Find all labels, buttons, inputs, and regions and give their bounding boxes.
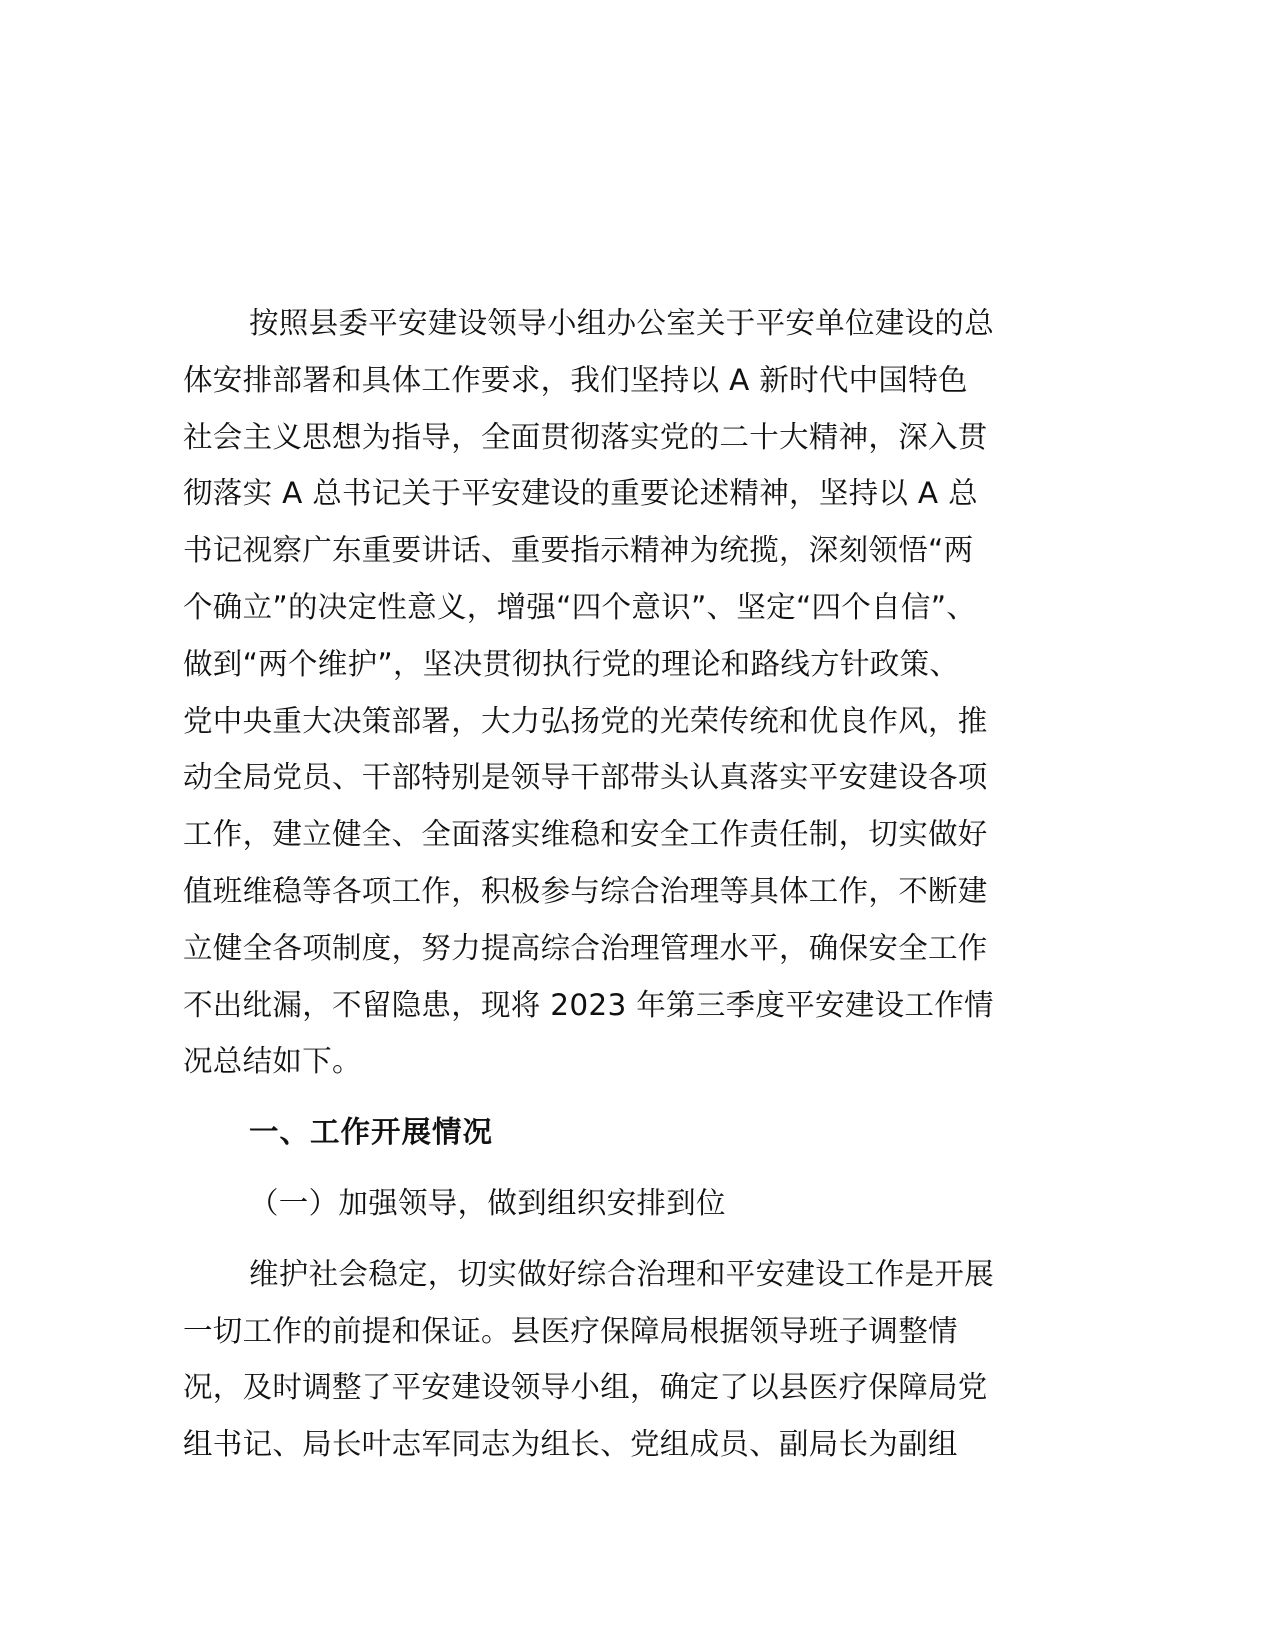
paragraph-line: 组书记、局长叶志军同志为组长、党组成员、副局长为副组 — [183, 1427, 958, 1462]
paragraph-line: 做到“两个维护”，坚决贯彻执行党的理论和路线方针政策、 — [183, 646, 960, 681]
paragraph-line: 党中央重大决策部署，大力弘扬党的光荣传统和优良作风，推 — [183, 703, 988, 738]
paragraph-line: 况，及时调整了平安建设领导小组，确定了以县医疗保障局党 — [183, 1370, 988, 1405]
paragraph-line: 按照县委平安建设领导小组办公室关于平安单位建设的总 — [249, 306, 995, 340]
paragraph-line: 彻落实 A 总书记关于平安建设的重要论述精神，坚持以 A 总 — [183, 476, 978, 511]
paragraph-line: 动全局党员、干部特别是领导干部带头认真落实平安建设各项 — [183, 760, 988, 795]
paragraph-line: 工作，建立健全、全面落实维稳和安全工作责任制，切实做好 — [183, 817, 988, 852]
paragraph-line: 个确立”的决定性意义，增强“四个意识”、坚定“四个自信”、 — [183, 589, 977, 624]
paragraph-line: 不出纰漏，不留隐患，现将 2023 年第三季度平安建设工作情 — [183, 987, 994, 1022]
paragraph-line: 书记视察广东重要讲话、重要指示精神为统揽，深刻领悟“两 — [183, 533, 974, 568]
paragraph-leadership — [183, 1246, 1083, 1473]
paragraph-line: 体安排部署和具体工作要求，我们坚持以 A 新时代中国特色 — [183, 362, 968, 397]
paragraph-line: 况总结如下。 — [183, 1044, 362, 1079]
paragraph-line: 社会主义思想为指导，全面贯彻落实党的二十大精神，深入贯 — [183, 419, 988, 454]
section-heading: 一、工作开展情况 — [249, 1115, 494, 1150]
paragraph-line: 值班维稳等各项工作，积极参与综合治理等具体工作，不断建 — [183, 873, 988, 908]
subsection-heading: （一）加强领导，做到组织安排到位 — [249, 1185, 726, 1220]
paragraph-line: 一切工作的前提和保证。县医疗保障局根据领导班子调整情 — [183, 1313, 958, 1348]
paragraph-line: 立健全各项制度，努力提高综合治理管理水平，确保安全工作 — [183, 930, 988, 965]
paragraph-line: 维护社会稳定，切实做好综合治理和平安建设工作是开展 — [249, 1256, 995, 1291]
document-body — [183, 295, 1083, 1473]
paragraph-intro — [183, 295, 1083, 1090]
